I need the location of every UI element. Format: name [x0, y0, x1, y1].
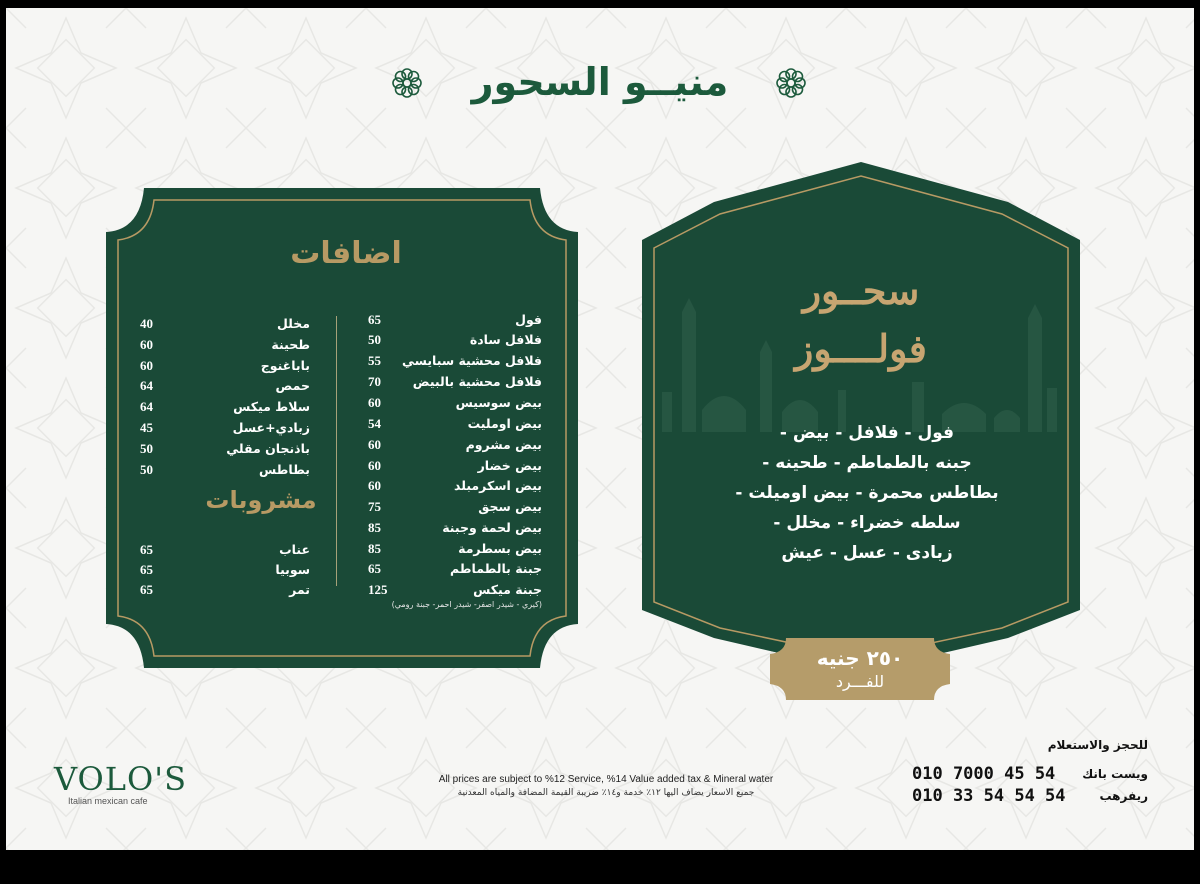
disclaimer-arabic: جميع الاسعار يضاف اليها ١٢٪ خدمة و١٤٪ ضريبة القيمة المضافة والمياه المعدنية [457, 788, 755, 798]
logo-tagline: Italian mexican cafe [68, 796, 148, 806]
list-item: مخلل 40 [140, 316, 310, 331]
branch-name: ويست بانك [1082, 767, 1148, 781]
list-item: بطاطس 50 [140, 462, 310, 477]
include-line: فول - فلافل - بيض - [779, 423, 955, 443]
rosette-icon [774, 66, 808, 100]
phone-number[interactable]: 010 33 54 54 54 [912, 786, 1066, 806]
include-line: زبادى - عسل - عيش [781, 543, 953, 563]
disclaimer-english: All prices are subject to %12 Service, %14 Value added tax & Mineral water [438, 774, 774, 785]
include-line: بطاطس محمرة - بيض اوميلت - [735, 483, 999, 503]
offer-per-person: للفـــرد [835, 672, 885, 691]
list-item: بيض خضار 60 [368, 458, 542, 473]
logo-wordmark: VOLO'S [54, 760, 187, 798]
mix-cheese-note: (كيري - شيدر اصفر- شيدر احمر- جبنة رومي) [391, 600, 542, 609]
list-item: فلافل سادة 50 [368, 332, 542, 347]
list-item: تمر 65 [140, 582, 310, 597]
brand-logo [54, 760, 194, 806]
page-title: منيــو السحور [471, 60, 729, 104]
additions-title: اضافات [290, 236, 402, 271]
price-disclaimer [396, 774, 816, 798]
list-item: بيض اومليت 54 [368, 416, 542, 431]
list-item: بيض اسكرمبلد 60 [368, 478, 542, 493]
contact-title: للحجز والاستعلام [1047, 738, 1148, 752]
list-item: جبنة بالطماطم 65 [368, 561, 542, 576]
drinks-title: مشروبات [205, 486, 317, 514]
list-item: فلافل محشية بالبيض 70 [368, 374, 542, 389]
branch-row [912, 786, 1148, 810]
list-item: باذنجان مقلي 50 [140, 441, 310, 456]
offer-card [642, 162, 1080, 691]
column-divider [336, 316, 337, 586]
list-item: جبنة ميكس 125 [368, 582, 542, 597]
branch-name: ريفرهب [1099, 789, 1148, 803]
list-item: بيض لحمة وجبنة 85 [368, 520, 542, 535]
include-line: جبنه بالطماطم - طحينه - [762, 453, 972, 473]
list-item: فلافل محشية سبايسي 55 [368, 353, 542, 368]
include-line: سلطه خضراء - مخلل - [773, 513, 961, 533]
list-item: سوبيا 65 [140, 562, 310, 577]
list-item: باباغنوج 60 [140, 358, 310, 373]
price-badge [770, 638, 950, 700]
list-item: زبادي+عسل 45 [140, 420, 310, 435]
list-item: فول 65 [368, 312, 542, 327]
list-item: طحينة 60 [140, 337, 310, 352]
list-item: سلاط ميكس 64 [140, 399, 310, 414]
offer-title-line1: سحــور [802, 268, 920, 313]
additions-card [106, 188, 578, 668]
list-item: بيض بسطرمة 85 [368, 541, 542, 556]
list-item: حمص 64 [140, 378, 310, 393]
branch-row [912, 764, 1148, 788]
offer-title-line2: فولــــوز [795, 326, 927, 371]
header [6, 60, 1194, 120]
offer-includes [702, 418, 1032, 568]
menu-page [6, 8, 1194, 850]
list-item: بيض مشروم 60 [368, 437, 542, 452]
list-item: بيض سجق 75 [368, 499, 542, 514]
phone-number[interactable]: 010 7000 45 54 [912, 764, 1056, 784]
offer-price: ٢٥٠ جنيه [816, 646, 904, 670]
list-item: بيض سوسيس 60 [368, 395, 542, 410]
offer-card-frame [642, 162, 1080, 672]
list-item: عناب 65 [140, 542, 310, 557]
